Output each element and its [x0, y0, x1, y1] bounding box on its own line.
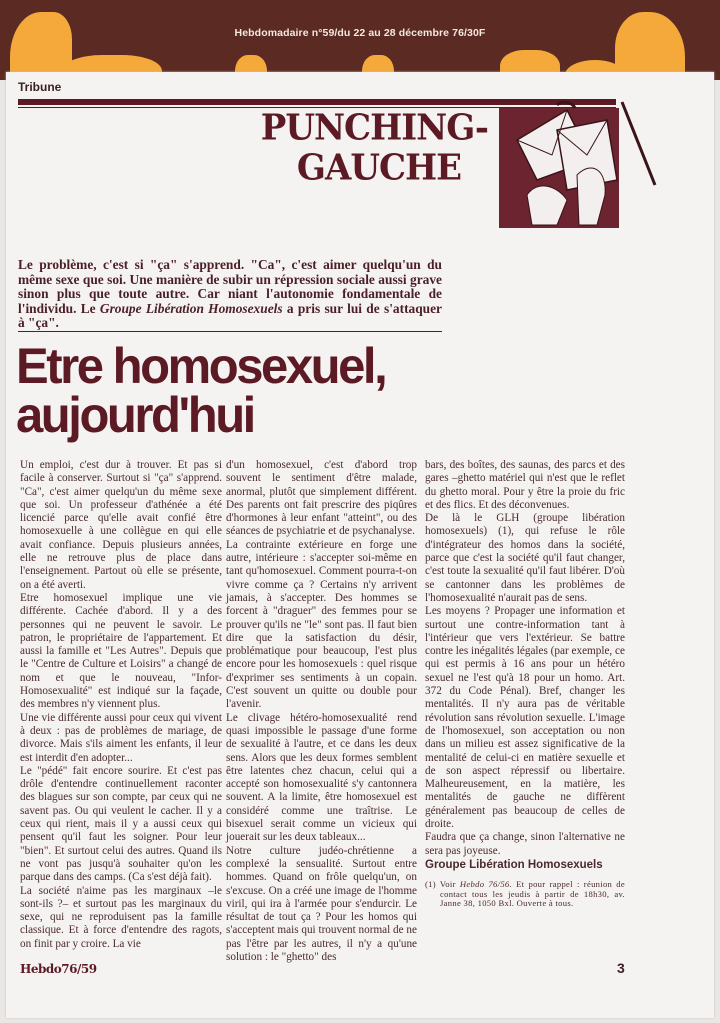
- footer-publication: Hebdo76/59: [20, 962, 97, 976]
- intro-text-end: a pris sur lui de s'attaquer à "ça".: [18, 300, 443, 331]
- issue-line: Hebdomadaire n°59/du 22 au 28 décembre 76/30F: [234, 27, 486, 39]
- paragraph: Les moyens ? Propager une information et surtout une contre-information tant à l'intérieur que vers l'extérieur. Se battre contre les inégalités légales (par exemple, ce qui est permis à 16 ans pour un hétéro sexuel ne l'est qu'à 18 pour un homo. Art. 372 du Code Pénal). Bref, changer les mentalités. Il n'y aura pas de véritable révolution sans révolution sexuelle. L'image de l'homosexuel, son acceptation ou non dans un milieu est assez significative de la mentalité de celui-ci en matière sexuelle et de son aspect répressif ou libertaire. Malheureusement, en la matière, les mentalités de gauche ne diffèrent généralement pas beaucoup de celles de droite.: [425, 605, 625, 831]
- intro-rule: [18, 331, 442, 332]
- signature: Groupe Libération Homosexuels: [425, 858, 603, 871]
- footnote-reference: Hebdo 76/56.: [459, 879, 512, 890]
- paragraph: La contrainte extérieure en forge une autre, intérieure : s'accepter soi-même en tant qu'homosexuel. Comment pourra-t-on vivre comme ça ? Certains n'y arrivent jamais, à s'accepter. Des hommes se forcent à "draguer" des femmes pour se prouver qu'ils ne "le" sont pas. Il faut bien dire que la satisfaction du désir, problématique pour beaucoup, l'est plus encore pour les homosexuels : quel risque d'exprimer ses sentiments à un copain. C'est souvent un quitte ou double pour l'avenir.: [226, 538, 417, 711]
- paragraph: De là le GLH (groupe libération homosexuels) (1), qui refuse le rôle d'intégrateur des homos dans la société, parce que c'est la société qu'il faut changer, c'est toute la sexualité qu'il faut libérer. D'où se cantonner dans les problèmes de l'homosexualité n'aurait pas de sens.: [425, 512, 625, 604]
- paragraph: Faudra que ça change, sinon l'alternative ne sera pas joyeuse.: [425, 831, 625, 857]
- footnote-text: Et pour rappel : réunion de contact tous les jeudis à partir de 18h30, av. Janne 38, 1050 Bxl. Ouverte à tous.: [440, 879, 625, 909]
- headline-line: aujourd'hui: [16, 387, 254, 443]
- kicker-title: [230, 108, 488, 188]
- paragraph: La société n'aime pas les marginaux –le sont-ils ?– et surtout pas les marginaux du sexe, qui ne reproduisent pas la famille classique. Et à force d'entendre des ragots, on finit par y croire. La vie: [20, 884, 222, 950]
- section-label: Tribune: [18, 80, 62, 94]
- masthead-band: [0, 0, 720, 80]
- article-column-2: [226, 459, 417, 964]
- paragraph: Etre homosexuel implique une vie différente. Cachée d'abord. Il y a des personnes qui ne peuvent le savoir. Le patron, le propriétaire de l'appartement. Et aussi la famille et "Les Autres". Depuis que le "Centre de Culture et Loisirs" a changé de nom et que le nouveau, "Infor-Homosexualité" est indiqué sur la façade, des membres n'y viennent plus.: [20, 591, 222, 711]
- paragraph: Une vie différente aussi pour ceux qui vivent à deux : pas de problèmes de mariage, de divorce. Mais s'ils aiment les enfants, il leur est interdit d'en adopter...: [20, 711, 222, 764]
- intro-paragraph: [18, 258, 442, 331]
- paragraph: Le clivage hétéro-homosexualité rend quasi impossible le passage d'une forme de sexualité à l'autre, et ce dans les deux sens. Alors que les deux formes semblent être latentes chez chacun, celui qui a accepté son homosexualité s'y cantonnera souvent. A la limite, être homosexuel est considéré comme une traîtrise. Le bisexuel serait comme un vicieux qui jouerait sur les deux tableaux...: [226, 711, 417, 844]
- article-column-3: [425, 459, 625, 909]
- article-headline: [16, 338, 386, 443]
- paragraph: Le "pédé" fait encore sourire. Et c'est pas drôle d'entendre continuellement raconter des blagues sur son compte, par ceux qui ne savent pas. Ou qui veulent le cacher. Il y a ceux qui rient, mais il y a aussi ceux qui pensent qu'il faut les soigner. Pour leur "bien". Et surtout celui des autres. Quand ils ne vont pas jusqu'à souhaiter qu'on les parque dans des camps. (Ca s'est déjà fait).: [20, 764, 222, 884]
- page-number: 3: [617, 960, 625, 976]
- paragraph: Notre culture judéo-chrétienne a complexé la sensualité. Surtout entre hommes. Quand on frôle quelqu'un, on s'excuse. On a créé une image de l'homme viril, qui ira à l'armée pour s'endurcir. Le résultat de tout ça ? Pour les homos qui s'acceptent mais qui trouvent normal de ne pas l'être par les autres, il n'y a qu'une solution : le "ghetto" des: [226, 844, 417, 963]
- paragraph: Un emploi, c'est dur à trouver. Et pas si facile à conserver. Surtout si "ça" s'apprend. "Ca", c'est aimer quelqu'un du même sexe que soi. Un professeur d'athénée a été licencié parce qu'elle avait confié être homosexuelle à une collègue en qui elle avait confiance. Depuis plusieurs années, elle ne retrouve plus de place dans l'enseignement. Partout où elle se présente, on a été averti.: [20, 459, 222, 591]
- paragraph: d'un homosexuel, c'est d'abord trop souvent le sentiment d'être malade, anormal, plutôt que simplement différent. Des parents ont fait prescrire des piqûres d'hormones à leur enfant "atteint", ou des séances de psychiatrie et de psychanalyse.: [226, 459, 417, 538]
- paragraph: bars, des boîtes, des saunas, des parcs et des gares –ghetto matériel qui n'est que le reflet du ghetto moral. Pour y être la proie du fric et des flics. Et des déconvenues.: [425, 459, 625, 511]
- illustration-envelopes-hands: [497, 100, 657, 230]
- kicker-line: GAUCHE: [296, 146, 462, 189]
- footnote: [425, 880, 625, 909]
- article-column-1: [20, 459, 222, 951]
- kicker-line: PUNCHING-: [260, 107, 488, 150]
- footnote-prefix: (1) Voir: [425, 879, 460, 890]
- intro-group-name: Groupe Libération Homosexuels: [99, 300, 283, 316]
- intro-text: Le problème, c'est si "ça" s'apprend. "Ca", c'est aimer quelqu'un du même sexe que soi. Une manière de subir un répression sociale aussi grave sinon plus que toute autre. Car niant l'autonomie fondamentale de l'individu. Le: [18, 257, 442, 316]
- logo-letter-shape: [615, 12, 685, 80]
- headline-line: Etre homosexuel,: [16, 338, 386, 394]
